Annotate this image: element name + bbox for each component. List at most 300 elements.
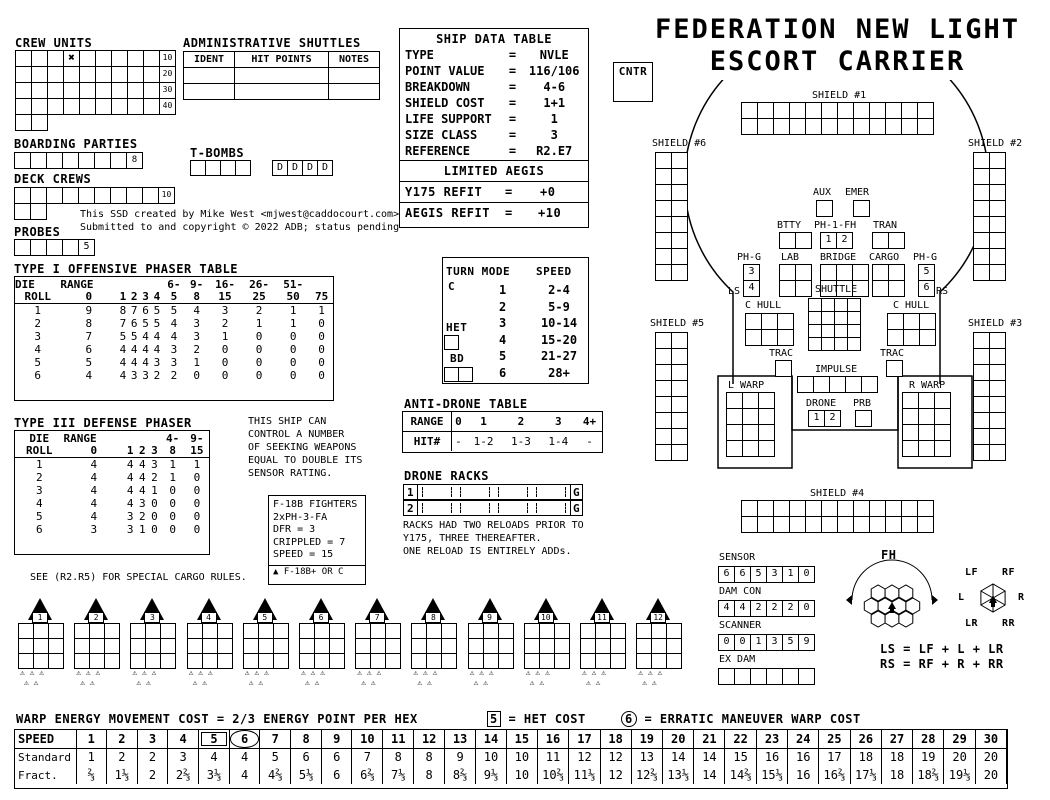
bay-number: 3 <box>144 612 160 623</box>
track-cell[interactable]: 5 <box>750 566 767 583</box>
table-cell: 7 <box>130 304 138 317</box>
fract-value: 20 <box>975 766 1006 784</box>
track-cell[interactable]: 4 <box>718 600 735 617</box>
bay-status-icons: ⚠ ⚠ <box>586 678 601 687</box>
arc-r: R <box>1018 592 1025 603</box>
ship-data-table <box>399 28 589 228</box>
table-cell: 1 <box>221 330 229 343</box>
seeking-note <box>248 415 362 480</box>
standard-value: 20 <box>944 748 975 766</box>
credits <box>80 208 399 234</box>
emer-label: EMER <box>845 187 870 198</box>
phaser-header-cell: 5 <box>170 290 178 303</box>
bay-number: 12 <box>650 612 666 623</box>
boarding-parties-boxes[interactable] <box>14 152 142 168</box>
table-cell: 4 <box>119 343 127 356</box>
table-cell: 2 <box>170 369 178 382</box>
speed-value: 4 <box>168 730 199 748</box>
impulse-label: IMPULSE <box>815 364 858 375</box>
fract-value: 10 <box>506 766 537 784</box>
standard-row-label: Standard <box>15 748 76 766</box>
speed-value: 11 <box>383 730 414 748</box>
t-bombs-boxes[interactable] <box>190 160 250 175</box>
track-cell[interactable] <box>766 668 783 685</box>
track-cell[interactable]: 0 <box>718 634 735 651</box>
ship-data-row: REFERENCE = R2.E7 <box>403 143 588 159</box>
aegis-refit: AEGIS REFIT = +10 <box>400 203 588 223</box>
phg-right-boxes[interactable]: 5 6 <box>918 264 934 296</box>
table-cell: 1 <box>193 458 201 471</box>
table-row <box>15 510 209 523</box>
drone-rack[interactable] <box>403 484 583 500</box>
table-cell: 2 <box>151 471 158 484</box>
shuttle-bay[interactable] <box>243 598 287 694</box>
table-cell: 6 <box>85 343 93 356</box>
standard-value: 10 <box>476 748 507 766</box>
fighter-triangle-icon: ▲ <box>273 566 279 577</box>
table-cell: 4 <box>142 330 149 343</box>
speed-value: 18 <box>600 730 631 748</box>
speed-value: 26 <box>850 730 881 748</box>
ship-data-row: BREAKDOWN = 4-6 <box>403 79 588 95</box>
arc-lr: LR <box>965 618 979 629</box>
shuttle-bay[interactable] <box>524 598 568 694</box>
shuttle-bay[interactable] <box>411 598 455 694</box>
shield-6-boxes[interactable] <box>655 152 687 280</box>
anti-drone-hit-cell: - <box>455 434 462 448</box>
fract-value: 12 <box>600 766 631 784</box>
impulse-boxes[interactable] <box>797 376 877 392</box>
table-cell: 4 <box>119 356 127 369</box>
drone-slot[interactable] <box>460 503 490 513</box>
credits-line2: Submitted to and copyright © 2022 ADB; status pending <box>80 222 400 233</box>
table-cell: 0 <box>193 523 201 536</box>
table-cell: 1 <box>35 458 43 471</box>
fract-value: 1⅓ <box>106 766 137 784</box>
y175-refit: Y175 REFIT = +0 <box>400 182 588 202</box>
speed-value: 3 <box>137 730 167 748</box>
table-cell: 3 <box>35 484 43 497</box>
standard-value: 4 <box>229 748 259 766</box>
track-cell[interactable]: 2 <box>782 600 799 617</box>
rs-label: RS <box>936 286 949 297</box>
trac-right-box[interactable] <box>886 360 902 376</box>
standard-value: 10 <box>506 748 537 766</box>
fighter-line-4: CRIPPLED = 7 <box>273 536 346 548</box>
table-cell: 4 <box>90 510 98 523</box>
speed-header: SPEED <box>536 265 572 278</box>
turn-speed-range: 5-9 <box>548 299 570 314</box>
c-hull-left-boxes[interactable] <box>745 313 793 345</box>
track-cell[interactable]: 4 <box>734 600 751 617</box>
table-cell: 0 <box>193 484 201 497</box>
btty-boxes[interactable] <box>779 232 811 248</box>
phaser-header-cell: 8 <box>193 290 200 303</box>
standard-value: 8 <box>414 748 445 766</box>
track-scanner[interactable] <box>718 634 814 650</box>
table-cell: 6 <box>142 304 149 317</box>
track-exdam[interactable] <box>718 668 814 684</box>
shield-2-boxes[interactable] <box>973 152 1005 280</box>
phaser-header-cell: DIE <box>29 432 50 445</box>
table-cell: 1 <box>289 304 297 317</box>
shield-1-boxes[interactable] <box>741 102 933 134</box>
table-cell: 2 <box>139 510 146 523</box>
table-row <box>15 317 333 330</box>
racks-note-1: RACKS HAD TWO RELOADS PRIOR TO <box>403 520 584 531</box>
crew-units-grid[interactable] <box>15 50 175 130</box>
phaser1-title: TYPE I OFFENSIVE PHASER TABLE <box>14 262 239 276</box>
table-cell: 0 <box>169 510 176 523</box>
bay-status-icons: ⚠ ⚠ <box>642 678 657 687</box>
aux-box[interactable] <box>816 200 832 216</box>
bay-status-icons: ⚠ ⚠ ⚠ <box>582 668 607 677</box>
het-label: HET <box>446 321 468 334</box>
anti-drone-hit-cell: HIT# <box>403 431 452 451</box>
bay-status-icons: ⚠ ⚠ ⚠ <box>188 668 213 677</box>
turn-mode-value: 5 <box>499 349 507 363</box>
table-cell: 3 <box>170 356 178 369</box>
anti-drone-table <box>402 411 603 453</box>
anti-drone-hit-cell: 1-4 <box>548 434 569 448</box>
shuttle-bay[interactable] <box>636 598 680 694</box>
track-cell[interactable]: 6 <box>718 566 735 583</box>
deck-crews-label: DECK CREWS <box>14 172 92 186</box>
track-cell[interactable]: 3 <box>766 566 783 583</box>
track-cell[interactable] <box>734 668 751 685</box>
table-cell: 0 <box>221 369 229 382</box>
drone-racks-note <box>403 519 584 558</box>
track-cell[interactable] <box>718 668 735 685</box>
fract-value: 2⅔ <box>168 766 199 784</box>
table-cell: 4 <box>119 369 127 382</box>
ship-data-key: BREAKDOWN <box>405 80 471 94</box>
bay-number: 5 <box>257 612 273 623</box>
bay-status-icons: ⚠ ⚠ <box>305 678 320 687</box>
fract-value: 16⅔ <box>819 766 850 784</box>
phaser-header-cell: 0 <box>85 290 93 303</box>
bay-number: 8 <box>425 612 441 623</box>
probes-label: PROBES <box>14 225 61 239</box>
anti-drone-grid <box>403 412 602 451</box>
track-cell[interactable]: 3 <box>766 634 783 651</box>
table-cell: 0 <box>221 356 229 369</box>
table-row <box>15 523 209 536</box>
fract-value: 13⅓ <box>663 766 694 784</box>
table-cell: 4 <box>126 484 134 497</box>
drone-slot[interactable] <box>460 487 490 497</box>
table-cell: 4 <box>170 317 178 330</box>
fract-value: 4 <box>229 766 259 784</box>
table-cell: 9 <box>85 304 93 317</box>
r-warp-boxes[interactable] <box>902 392 950 456</box>
table-cell: 0 <box>221 343 229 356</box>
table-cell: 4 <box>90 497 98 510</box>
drone-slot[interactable] <box>422 487 452 497</box>
speed-value: 16 <box>537 730 568 748</box>
lab-boxes[interactable] <box>779 264 811 296</box>
table-cell: 4 <box>126 497 134 510</box>
track-cell[interactable]: 6 <box>734 566 751 583</box>
phaser3-title: TYPE III DEFENSE PHASER <box>14 416 192 430</box>
y175-refit-value: +0 <box>540 185 556 199</box>
table-cell: 1 <box>169 458 176 471</box>
speed-value: 25 <box>819 730 850 748</box>
table-cell: 3 <box>153 356 161 369</box>
shuttle-bay[interactable] <box>130 598 174 694</box>
title-line2: ESCORT CARRIER <box>709 46 966 77</box>
table-cell: 0 <box>289 356 297 369</box>
table-cell: 4 <box>142 356 149 369</box>
speed-value: 12 <box>414 730 445 748</box>
ship-data-key: POINT VALUE <box>405 64 485 78</box>
shield-5-boxes[interactable] <box>655 332 687 460</box>
drone-guidance: G <box>573 486 580 499</box>
table-cell: 4 <box>130 356 138 369</box>
prb-label: PRB <box>853 398 872 409</box>
turn-mode-value: 3 <box>499 316 507 330</box>
track-cell[interactable]: 2 <box>766 600 783 617</box>
shuttle-bay[interactable] <box>187 598 231 694</box>
speed-value: 21 <box>694 730 725 748</box>
track-cell[interactable]: 0 <box>798 600 815 617</box>
drone-slot[interactable] <box>536 503 566 513</box>
shuttle-boxes[interactable] <box>808 298 860 350</box>
phg-left-boxes[interactable]: 3 4 <box>743 264 759 296</box>
fract-value: 6⅔ <box>352 766 383 784</box>
probes-boxes[interactable] <box>14 239 94 255</box>
phaser-header-cell: 4 <box>153 290 161 303</box>
ph1-boxes[interactable]: 1 2 <box>820 232 852 248</box>
table-cell: 0 <box>289 369 297 382</box>
shuttle-bay[interactable] <box>355 598 399 694</box>
table-cell: 7 <box>119 317 127 330</box>
shield-3-label: SHIELD #3 <box>968 318 1023 329</box>
table-cell: 0 <box>169 484 176 497</box>
racks-note-3: ONE RELOAD IS ENTIRELY ADDs. <box>403 546 572 557</box>
shuttle-bay[interactable] <box>18 598 62 694</box>
track-damcon[interactable] <box>718 600 814 616</box>
r-warp-label: R WARP <box>909 380 946 391</box>
track-cell[interactable]: 5 <box>782 634 799 651</box>
track-cell[interactable] <box>798 668 815 685</box>
phg-right-label: PH-G <box>913 252 938 263</box>
credits-line1: This SSD created by Mike West <mjwest@caddocourt.com> <box>80 209 400 220</box>
table-cell: 0 <box>151 510 158 523</box>
trac-right-label: TRAC <box>880 348 905 359</box>
drone-guidance: G <box>573 502 580 515</box>
table-row <box>15 343 333 356</box>
table-cell: 2 <box>35 471 43 484</box>
ship-data-row: SHIELD COST = 1+1 <box>403 95 588 111</box>
table-cell: 5 <box>119 330 127 343</box>
erratic-cost-circle: 6 <box>621 711 637 727</box>
drone-slot[interactable] <box>498 487 528 497</box>
table-cell: 4 <box>139 484 146 497</box>
fract-row-label: Fract. <box>15 766 76 784</box>
table-cell: 3 <box>193 330 200 343</box>
fract-value: 10⅔ <box>537 766 568 784</box>
shield-4-boxes[interactable] <box>741 500 933 532</box>
table-cell: 1 <box>318 304 325 317</box>
arc-lf: LF <box>965 567 979 578</box>
admin-shuttles-table[interactable] <box>183 51 380 100</box>
drone-slot[interactable] <box>536 487 566 497</box>
table-cell: 3 <box>139 497 146 510</box>
speed-value: 14 <box>476 730 507 748</box>
ship-data-row: TYPE = NVLE <box>403 47 588 63</box>
fract-value: 8 <box>414 766 445 784</box>
crew-mark-40: 40 <box>159 98 176 115</box>
shuttle-bay[interactable] <box>74 598 118 694</box>
anti-drone-range-cell: 1 <box>480 414 487 428</box>
emer-box[interactable] <box>853 200 869 216</box>
shield-1-label: SHIELD #1 <box>812 90 867 101</box>
track-cell[interactable]: 1 <box>750 634 767 651</box>
l-warp-boxes[interactable] <box>726 392 774 456</box>
drone-slot[interactable] <box>498 503 528 513</box>
phaser-header-cell: 3 <box>151 444 158 457</box>
table-cell: 1 <box>255 317 263 330</box>
shuttle-bay[interactable] <box>580 598 624 694</box>
lab-label: LAB <box>781 252 800 263</box>
table-cell: 5 <box>170 304 178 317</box>
table-cell: 4 <box>139 471 146 484</box>
bay-number: 9 <box>482 612 498 623</box>
ship-data-key: TYPE <box>405 48 434 62</box>
table-cell: 5 <box>142 317 149 330</box>
speed-chart <box>14 729 1008 789</box>
fract-value: 7⅓ <box>383 766 414 784</box>
admin-shuttles-label: ADMINISTRATIVE SHUTTLES <box>183 36 361 50</box>
track-cell[interactable] <box>750 668 767 685</box>
arc-l: L <box>958 592 965 603</box>
table-cell: 3 <box>142 369 149 382</box>
track-label-sensor: SENSOR <box>719 552 756 563</box>
phaser3-table <box>14 430 210 555</box>
ls-equation: LS = LF + L + LR <box>880 642 1004 656</box>
turn-mode-value: 1 <box>499 283 507 297</box>
track-cell[interactable]: 2 <box>750 600 767 617</box>
table-cell: 0 <box>193 369 200 382</box>
table-cell: 3 <box>130 369 138 382</box>
track-cell[interactable] <box>782 668 799 685</box>
het-cost-box: 5 <box>487 711 501 727</box>
ship-data-row: SIZE CLASS = 3 <box>403 127 588 143</box>
speed-value: 27 <box>882 730 913 748</box>
speed-value: 1 <box>76 730 106 748</box>
tran-boxes[interactable] <box>872 232 904 248</box>
track-cell[interactable]: 1 <box>782 566 799 583</box>
phaser-header-cell: 26- <box>249 278 270 291</box>
shuttle-bay[interactable] <box>468 598 512 694</box>
table-cell: 1 <box>34 304 42 317</box>
standard-value: 14 <box>663 748 694 766</box>
table-cell: 4 <box>142 343 149 356</box>
table-cell: 2 <box>193 343 200 356</box>
standard-value: 12 <box>600 748 631 766</box>
ship-data-value: 116/106 <box>528 64 580 78</box>
fh-label: FH <box>881 548 897 562</box>
c-hull-right-boxes[interactable] <box>887 313 935 345</box>
het-box[interactable] <box>444 335 459 350</box>
prb-box[interactable] <box>855 410 871 426</box>
bay-number: 4 <box>201 612 217 623</box>
ship-data-value: 4-6 <box>543 80 566 94</box>
fighter-legend: F-18B+ OR C <box>283 566 344 577</box>
ident-header: IDENT <box>184 52 235 68</box>
aux-label: AUX <box>813 187 832 198</box>
racks-note-2: Y175, THREE THEREAFTER. <box>403 533 542 544</box>
bd-box-1[interactable] <box>444 367 459 382</box>
table-cell: 4 <box>126 458 134 471</box>
fract-value: 3⅓ <box>199 766 230 784</box>
phaser-header-cell: 6- <box>167 278 181 291</box>
fract-value: 18 <box>882 766 913 784</box>
table-cell: 0 <box>169 497 176 510</box>
standard-value: 1 <box>76 748 106 766</box>
fighter-line-5: SPEED = 15 <box>273 549 334 560</box>
standard-value: 6 <box>291 748 322 766</box>
bay-status-icons: ⚠ ⚠ ⚠ <box>413 668 438 677</box>
bd-box-2[interactable] <box>458 367 473 382</box>
phaser-header-cell: 16- <box>215 278 235 291</box>
drone-slot[interactable] <box>422 503 452 513</box>
speed-value: 9 <box>322 730 352 748</box>
ship-data-key: REFERENCE <box>405 144 471 158</box>
drone-rack-number: 2 <box>407 502 414 515</box>
drone-rack[interactable] <box>403 500 583 516</box>
trac-left-label: TRAC <box>769 348 794 359</box>
phaser-header-cell: 50 <box>286 290 300 303</box>
table-cell: 4 <box>170 330 178 343</box>
anti-drone-hit-cell: 1-2 <box>473 434 494 448</box>
t-bombs-label: T-BOMBS <box>190 146 245 160</box>
standard-value: 6 <box>322 748 352 766</box>
crew-units-label: CREW UNITS <box>15 36 93 50</box>
anti-drone-range-cell: 0 <box>455 414 462 428</box>
table-cell: 0 <box>255 330 263 343</box>
seeking-note-1: THIS SHIP CAN <box>248 416 327 427</box>
track-sensor[interactable] <box>718 566 814 582</box>
het-cost <box>487 712 586 726</box>
cargo-boxes[interactable] <box>872 264 904 296</box>
phaser-header-cell: 9- <box>190 432 204 445</box>
fighter-line-1: F-18B FIGHTERS <box>273 499 358 510</box>
table-cell: 5 <box>34 356 42 369</box>
table-cell: 5 <box>153 317 161 330</box>
t-bombs-dummies[interactable] <box>272 160 332 175</box>
track-cell[interactable]: 9 <box>798 634 815 651</box>
shuttle-bay[interactable] <box>299 598 343 694</box>
turn-speed-range: 21-27 <box>540 349 578 363</box>
table-cell: 7 <box>85 330 93 343</box>
trac-left-box[interactable] <box>775 360 791 376</box>
erratic-cost-text: = ERRATIC MANEUVER WARP COST <box>644 712 861 726</box>
track-cell[interactable]: 0 <box>798 566 815 583</box>
shuttle-label: SHUTTLE <box>815 284 858 295</box>
l-warp-label: L WARP <box>728 380 765 391</box>
track-cell[interactable]: 0 <box>734 634 751 651</box>
shield-3-boxes[interactable] <box>973 332 1005 460</box>
table-row <box>15 497 209 510</box>
bay-status-icons: ⚠ ⚠ ⚠ <box>20 668 45 677</box>
drone-boxes[interactable]: 1 2 <box>808 410 840 426</box>
table-cell: 0 <box>318 369 325 382</box>
phaser-header-cell: ROLL <box>26 444 53 457</box>
warp-cost-text: WARP ENERGY MOVEMENT COST = 2/3 ENERGY POINT PER HEX <box>16 712 418 726</box>
fract-value: 15⅓ <box>756 766 787 784</box>
